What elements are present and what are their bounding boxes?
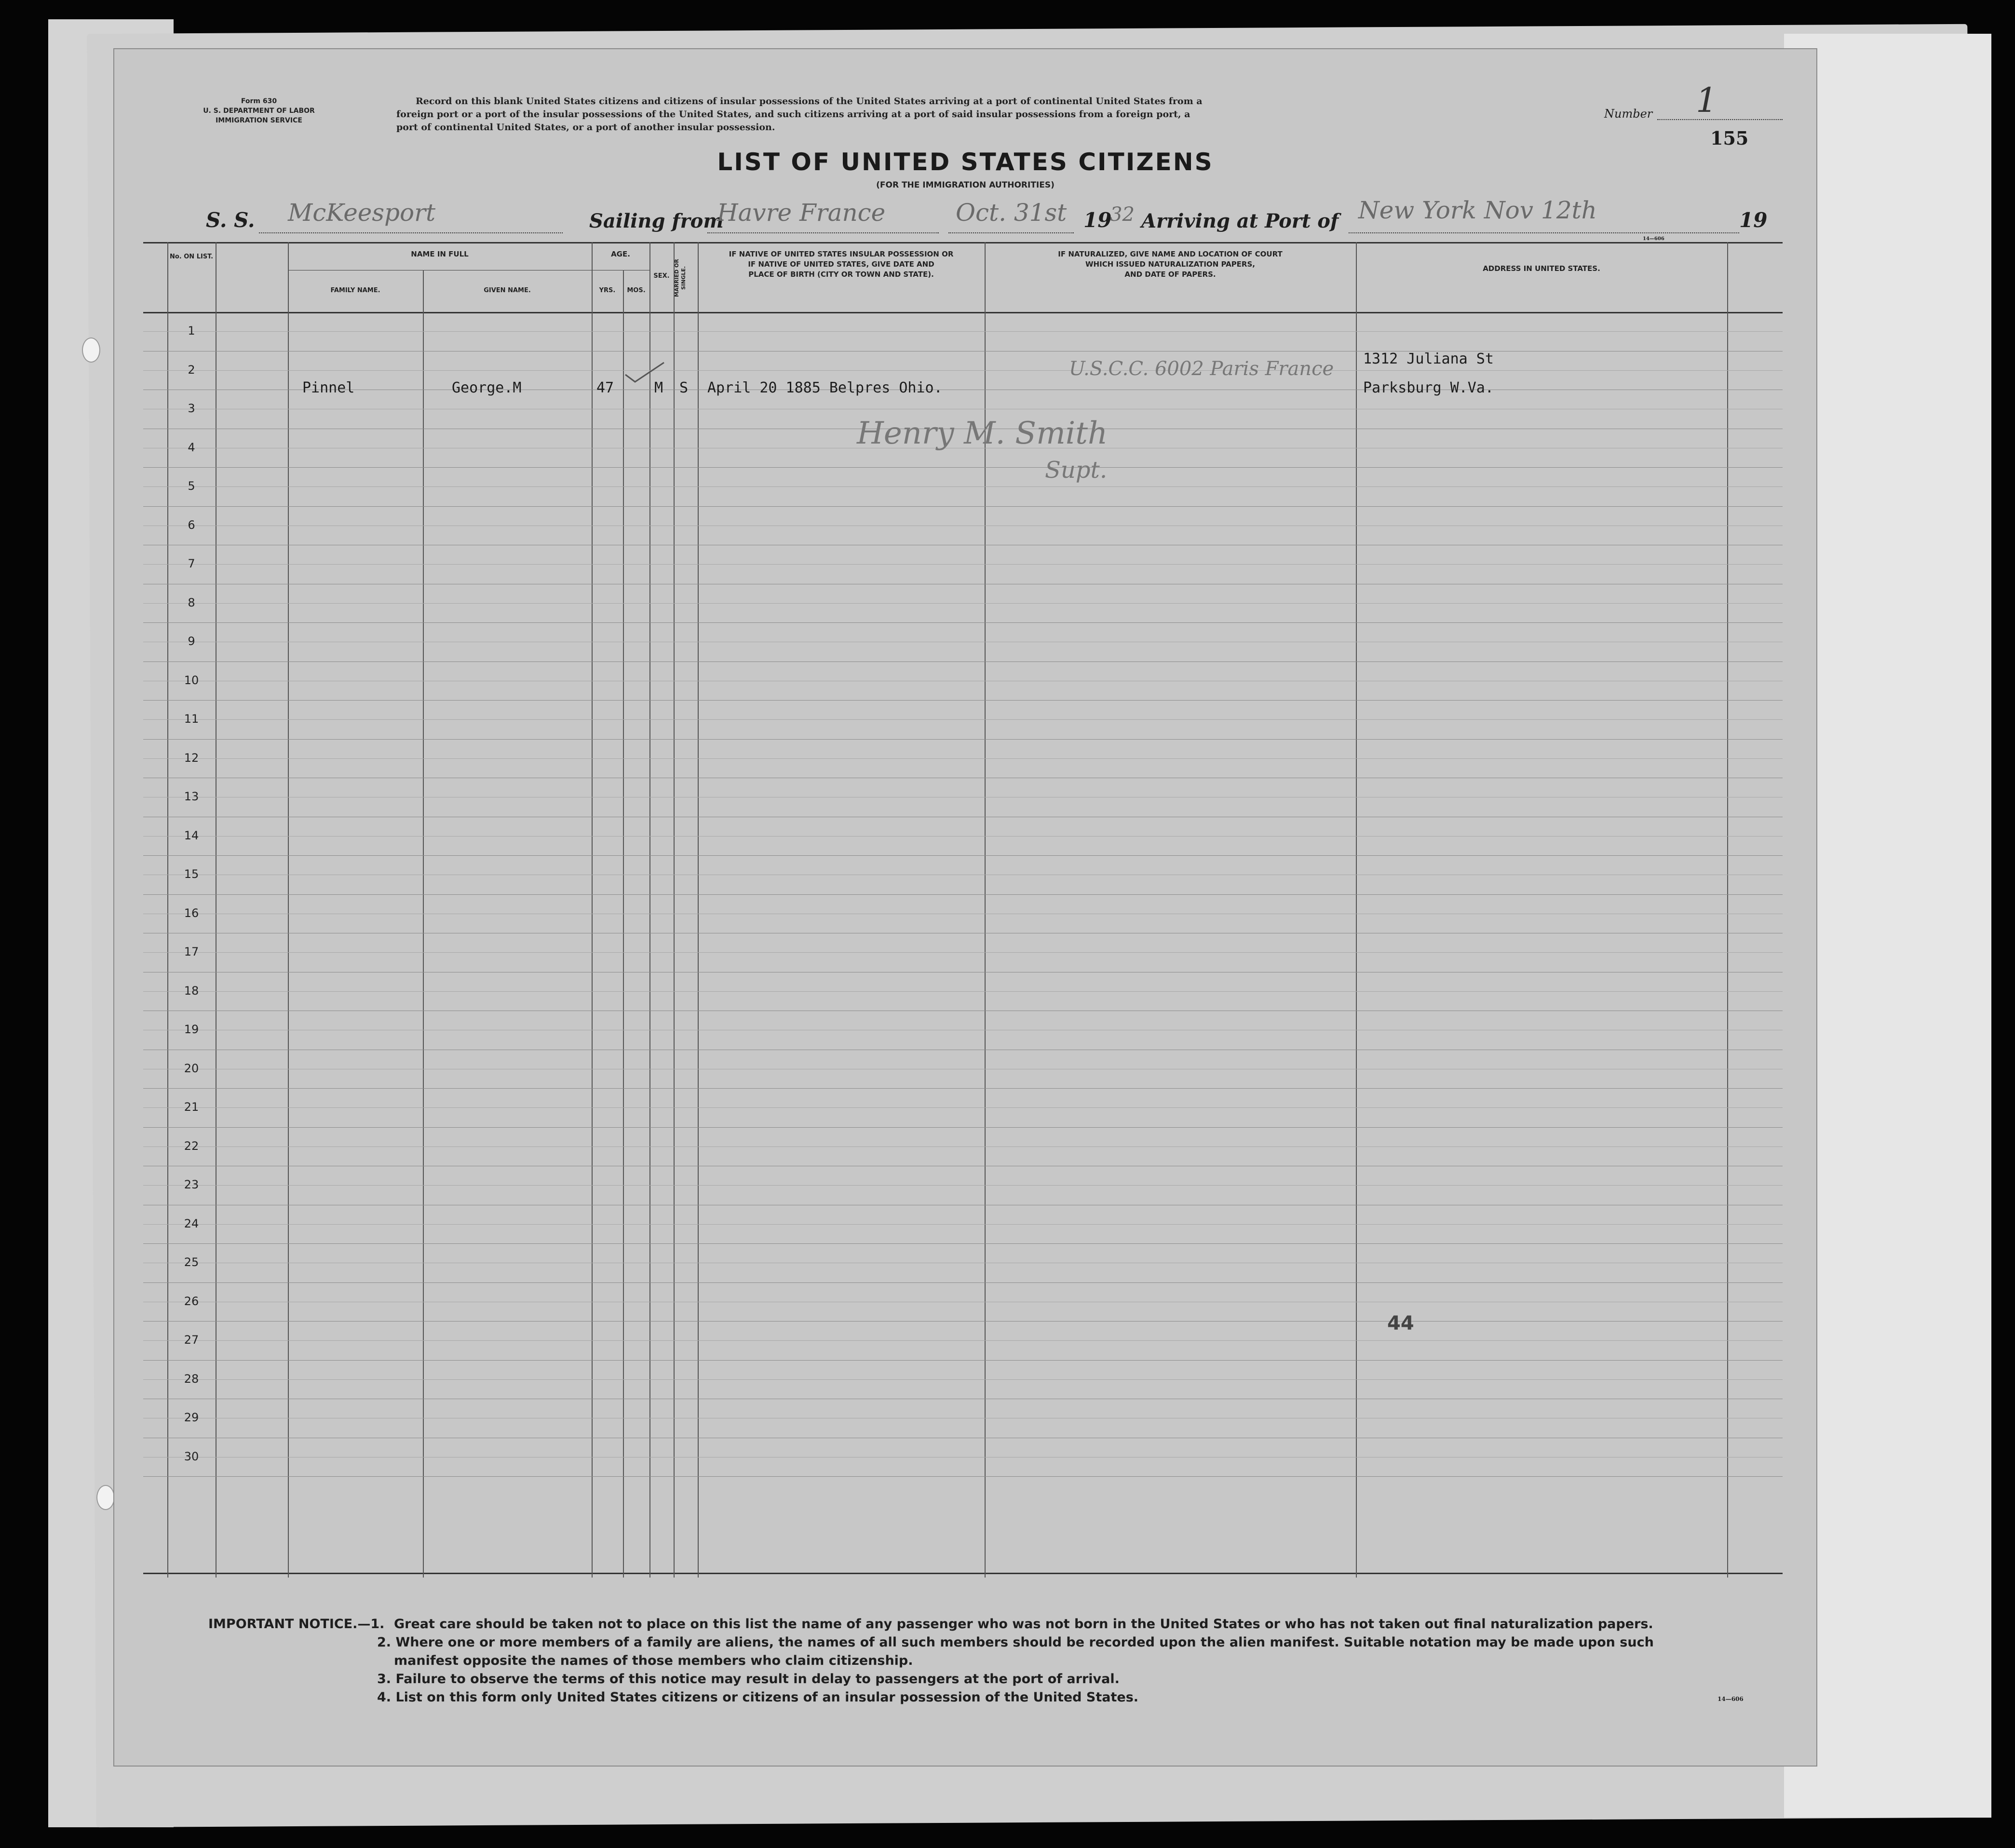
birth-header-line: IF NATIVE OF UNITED STATES, GIVE DATE AND xyxy=(748,260,934,269)
entry-birth: April 20 1885 Belpres Ohio. xyxy=(707,379,943,396)
row-number: 16 xyxy=(184,906,199,920)
row-number: 19 xyxy=(184,1023,199,1036)
row-number: 28 xyxy=(184,1372,199,1386)
row-number: 7 xyxy=(188,557,195,570)
table-bottom-border xyxy=(143,1573,1783,1574)
col-divider xyxy=(288,242,289,1578)
row-subline xyxy=(143,719,1783,720)
entry-address-line1: 1312 Juliana St xyxy=(1363,351,1494,367)
ship-name-hw: McKeesport xyxy=(288,199,436,227)
row-number: 4 xyxy=(188,440,195,454)
row-subline xyxy=(143,1340,1783,1341)
row-number: 24 xyxy=(184,1216,199,1230)
entry-marital: S xyxy=(679,379,689,396)
entry-sex: M xyxy=(654,379,663,396)
signature-title-hw: Supt. xyxy=(1045,457,1108,484)
col-divider xyxy=(674,242,675,1578)
binder-hole xyxy=(82,337,100,363)
naturalized-header-line: WHICH ISSUED NATURALIZATION PAPERS, xyxy=(1085,260,1255,269)
row-line xyxy=(143,467,1783,468)
col-header-address: ADDRESS IN UNITED STATES. xyxy=(1483,264,1600,273)
arriving-port-hw: New York Nov 12th xyxy=(1358,196,1597,224)
row-number: 10 xyxy=(184,673,199,687)
col-header-married: MARRIED OR SINGLE. xyxy=(674,259,687,297)
row-number: 27 xyxy=(184,1333,199,1347)
row-line xyxy=(143,1476,1783,1477)
row-subline xyxy=(143,370,1783,371)
row-line xyxy=(143,739,1783,740)
row-subline xyxy=(143,991,1783,992)
row-number: 2 xyxy=(188,363,195,377)
row-number: 1 xyxy=(188,324,195,337)
row-subline xyxy=(143,564,1783,565)
entry-address-line2: Parksburg W.Va. xyxy=(1363,379,1494,396)
birth-header-line: PLACE OF BIRTH (CITY OR TOWN AND STATE). xyxy=(748,270,934,279)
number-line xyxy=(1657,119,1783,120)
record-note-line: Record on this blank United States citizens and citizens of insular possessions of the United States arriving at a port of continental United States from a xyxy=(416,96,1203,107)
notice-item-2b: manifest opposite the names of those members who claim citizenship. xyxy=(394,1653,913,1668)
col-header-name-group: NAME IN FULL xyxy=(411,250,469,258)
row-number: 29 xyxy=(184,1411,199,1424)
entry-naturalization-hw: U.S.C.C. 6002 Paris France xyxy=(1069,358,1334,380)
row-subline xyxy=(143,1185,1783,1186)
row-number: 20 xyxy=(184,1061,199,1075)
col-header-age-group: AGE. xyxy=(611,250,630,258)
row-number: 15 xyxy=(184,867,199,881)
row-line xyxy=(143,1243,1783,1244)
row-number: 18 xyxy=(184,984,199,998)
row-number: 8 xyxy=(188,595,195,609)
col-header-naturalized xyxy=(985,249,1356,280)
row-line xyxy=(143,1321,1783,1322)
row-line xyxy=(143,700,1783,701)
signature-hw: Henry M. Smith xyxy=(857,416,1108,451)
number-handwritten: 1 xyxy=(1696,81,1717,120)
col-divider xyxy=(423,270,424,1578)
col-divider xyxy=(592,242,593,1578)
row-line xyxy=(143,1088,1783,1089)
binder-hole xyxy=(96,1485,115,1510)
form-number: Form 630 xyxy=(241,97,277,105)
entry-age-years: 47 xyxy=(596,379,614,396)
row-number: 6 xyxy=(188,518,195,532)
col-header-yrs: YRS. xyxy=(599,287,616,294)
port-line xyxy=(1349,232,1739,233)
row-number: 26 xyxy=(184,1294,199,1308)
row-line xyxy=(143,894,1783,895)
row-line xyxy=(143,622,1783,623)
page-number: 155 xyxy=(1710,127,1749,149)
row-line xyxy=(143,506,1783,507)
row-number: 13 xyxy=(184,790,199,803)
header-bottom-border xyxy=(143,312,1783,313)
row-number: 12 xyxy=(184,751,199,765)
ss-label: S. S. xyxy=(206,208,255,232)
row-line xyxy=(143,1360,1783,1361)
citizen-list-table xyxy=(143,242,1783,1578)
year-hw: 32 xyxy=(1110,203,1135,226)
entry-given-name: George.M xyxy=(452,379,522,396)
col-header-birth xyxy=(698,249,985,280)
row-subline xyxy=(143,952,1783,953)
row-number: 9 xyxy=(188,634,195,648)
notice-item-4: 4. List on this form only United States citizens or citizens of an insular possession of the United States. xyxy=(377,1690,1139,1705)
row-subline xyxy=(143,486,1783,487)
col-divider xyxy=(649,242,650,1578)
entry-family-name: Pinnel xyxy=(302,379,355,396)
notice-code: 14—606 xyxy=(1717,1696,1744,1702)
row-number: 11 xyxy=(184,712,199,726)
col-header-no: No. ON LIST. xyxy=(169,253,214,260)
record-instruction xyxy=(396,95,1679,134)
row-number: 21 xyxy=(184,1100,199,1114)
naturalized-header-line: AND DATE OF PAPERS. xyxy=(1124,270,1216,279)
page-subtitle: (FOR THE IMMIGRATION AUTHORITIES) xyxy=(876,180,1055,190)
year2-prefix: 19 xyxy=(1739,208,1768,232)
row-number: 5 xyxy=(188,479,195,493)
record-note-line: port of continental United States, or a port of another insular possession. xyxy=(396,122,775,133)
row-line xyxy=(143,855,1783,856)
row-number: 22 xyxy=(184,1139,199,1153)
row-number: 25 xyxy=(184,1255,199,1269)
row-subline xyxy=(143,1379,1783,1380)
sailing-label: Sailing from xyxy=(589,210,724,232)
notice-item-1: Great care should be taken not to place on this list the name of any passenger who was not born in the United States or who has not taken out final naturalization papers. xyxy=(394,1617,1653,1632)
notice-item-2a: 2. Where one or more members of a family are aliens, the names of all such members should be recorded upon the alien manifest. Suitable notation may be made upon such xyxy=(377,1635,1654,1650)
row-line xyxy=(143,661,1783,662)
sailing-from-hw: Havre France xyxy=(717,199,886,227)
col-header-sex: SEX. xyxy=(653,272,670,280)
row-number: 17 xyxy=(184,945,199,958)
row-number: 14 xyxy=(184,828,199,842)
row-subline xyxy=(143,1224,1783,1225)
form-block xyxy=(187,96,331,125)
col-divider xyxy=(623,270,624,1578)
record-note-line: foreign port or a port of the insular possessions of the United States, and such citizens arriving at a port of said insular possessions from a foreign port, a xyxy=(396,109,1190,120)
year-prefix: 19 xyxy=(1083,208,1112,232)
row-subline xyxy=(143,758,1783,759)
col-divider xyxy=(167,242,168,1578)
notice-item-3: 3. Failure to observe the terms of this notice may result in delay to passengers at the port of arrival. xyxy=(377,1672,1120,1686)
arriving-label: Arriving at Port of xyxy=(1141,210,1339,232)
sailing-line xyxy=(707,232,939,233)
row-number: 3 xyxy=(188,402,195,415)
col-header-family: FAMILY NAME. xyxy=(330,287,380,294)
col-divider xyxy=(1356,242,1357,1578)
printer-code: 14—606 xyxy=(1643,236,1664,242)
row-number: 30 xyxy=(184,1449,199,1463)
col-header-given: GIVEN NAME. xyxy=(484,287,531,294)
sailing-date-hw: Oct. 31st xyxy=(956,199,1067,227)
important-notice-label: IMPORTANT NOTICE.—1. xyxy=(208,1617,385,1632)
manifest-page xyxy=(113,48,1817,1767)
row-line xyxy=(143,1127,1783,1128)
col-divider xyxy=(1727,242,1728,1578)
department-name: U. S. DEPARTMENT OF LABOR xyxy=(203,107,315,115)
row-number: 23 xyxy=(184,1178,199,1191)
service-name: IMMIGRATION SERVICE xyxy=(216,117,302,124)
row-subline xyxy=(143,1107,1783,1108)
col-divider xyxy=(698,242,699,1578)
page-title: LIST OF UNITED STATES CITIZENS xyxy=(717,148,1214,176)
birth-header-line: IF NATIVE OF UNITED STATES INSULAR POSSESSION OR xyxy=(729,250,954,258)
row-subline xyxy=(143,603,1783,604)
naturalized-header-line: IF NATURALIZED, GIVE NAME AND LOCATION OF COURT xyxy=(1058,250,1283,258)
stamp-number: 44 xyxy=(1387,1312,1414,1335)
row-subline xyxy=(143,331,1783,332)
row-line xyxy=(143,1282,1783,1283)
check-mark-icon xyxy=(623,360,666,389)
col-header-mos: MOS. xyxy=(627,287,646,294)
table-top-border xyxy=(143,242,1783,243)
number-label: Number xyxy=(1604,107,1653,121)
date-line xyxy=(948,232,1074,233)
ship-line xyxy=(259,232,563,233)
